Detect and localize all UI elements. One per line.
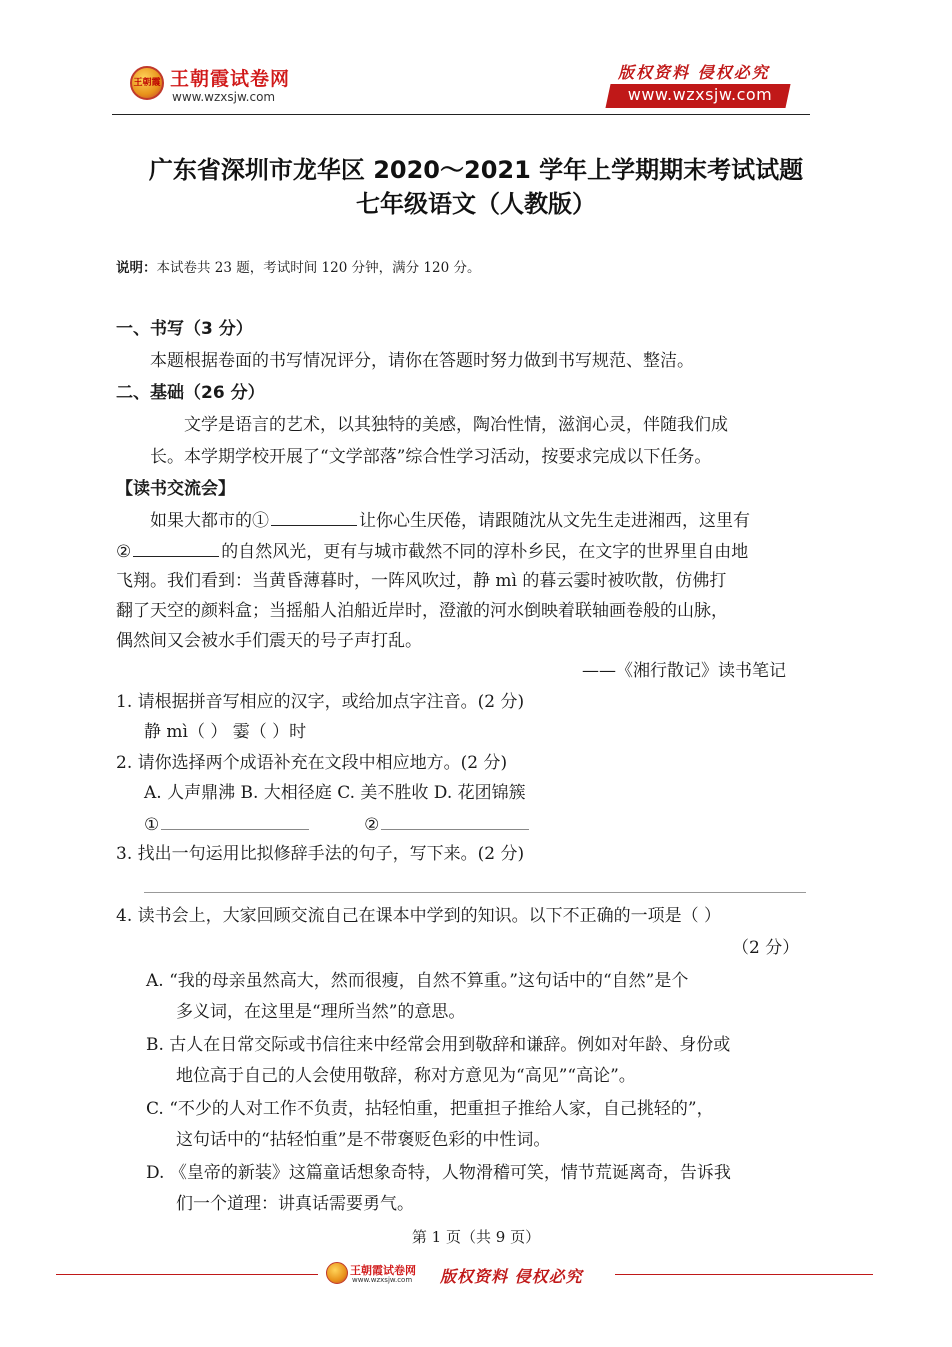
section-writing-text: 本题根据卷面的书写情况评分，请你在答题时努力做到书写规范、整洁。: [150, 351, 694, 371]
footer-rule-left: [56, 1274, 318, 1275]
passage-line-2: [116, 540, 748, 563]
site-logo-icon: 王朝霞: [130, 66, 164, 100]
option-c-line-1: C. “不少的人对工作不负责，拈轻怕重，把重担子推给人家，自己挑轻的”，: [146, 1099, 714, 1119]
page-number: 第 1 页（共 9 页）: [411, 1228, 541, 1246]
exam-subtitle: 七年级语文（人教版）: [356, 190, 596, 218]
passage-line-1b: 让你心生厌倦，请跟随沈从文先生走进湘西，这里有: [359, 511, 750, 531]
option-c-line-2: 这句话中的“拈轻怕重”是不带褒贬色彩的中性词。: [176, 1130, 551, 1150]
option-d-line-2: 们一个道理：讲真话需要勇气。: [176, 1194, 414, 1214]
footer-site-url: www.wzxsjw.com: [352, 1276, 413, 1284]
option-a-line-2: 多义词，在这里是“理所当然”的意思。: [176, 1002, 466, 1022]
site-url: www.wzxsjw.com: [172, 90, 276, 104]
blank-2: [133, 540, 219, 557]
copyright-notice: 版权资料 侵权必究: [618, 63, 770, 82]
option-a-line-1: A. “我的母亲虽然高大，然而很瘦，自然不算重。”这句话中的“自然”是个: [146, 971, 689, 991]
question-4: 4. 读书会上，大家回顾交流自己在课本中学到的知识。以下不正确的一项是（ ）: [116, 906, 722, 926]
intro-line-2: 长。本学期学校开展了“文学部落”综合性学习活动，按要求完成以下任务。: [150, 447, 712, 467]
footer-logo-icon: [326, 1262, 348, 1284]
passage-line-5: 偶然间又会被水手们震天的号子声打乱。: [116, 631, 422, 651]
question-2-options: A. 人声鼎沸 B. 大相径庭 C. 美不胜收 D. 花团锦簇: [144, 783, 526, 803]
option-d-line-1: D. 《皇帝的新装》这篇童话想象奇特，人物滑稽可笑，情节荒诞离奇，告诉我: [146, 1163, 731, 1183]
question-3: 3. 找出一句运用比拟修辞手法的句子，写下来。(2 分): [116, 844, 525, 864]
passage-line-4: 翻了天空的颜料盒；当摇船人泊船近岸时，澄澈的河水倒映着联轴画卷般的山脉，: [116, 601, 728, 621]
passage-source: ——《湘行散记》读书笔记: [582, 661, 786, 681]
question-2: 2. 请你选择两个成语补充在文段中相应地方。(2 分): [116, 753, 508, 773]
intro-line-1: 文学是语言的艺术，以其独特的美感，陶冶性情，滋润心灵，伴随我们成: [184, 415, 728, 435]
passage-line-2a: ②: [116, 542, 132, 562]
site-name: 王朝霞试卷网: [170, 68, 291, 90]
option-b-line-1: B. 古人在日常交际或书信往来中经常会用到敬辞和谦辞。例如对年龄、身份或: [146, 1035, 731, 1055]
question-4-score: （2 分）: [732, 938, 800, 958]
header-divider: [112, 114, 810, 115]
section-writing-heading: 一、书写（3 分）: [116, 319, 253, 339]
passage-line-3: 飞翔。我们看到：当黄昏薄暮时，一阵风吹过，静 mì 的暮云霎时被吹散，仿佛打: [116, 571, 727, 591]
q2-blank-2-label: ②: [364, 815, 380, 835]
question-1: 1. 请根据拼音写相应的汉字，或给加点字注音。(2 分): [116, 692, 525, 712]
footer-site-name: 王朝霞试卷网: [350, 1264, 416, 1277]
option-b-line-2: 地位高于自己的人会使用敬辞，称对方意见为“高见”“高论”。: [176, 1066, 636, 1086]
q2-answer-blank-1: [161, 813, 309, 830]
section-basics-heading: 二、基础（26 分）: [116, 383, 265, 403]
banner-url: www.wzxsjw.com: [627, 85, 773, 104]
exam-title: 广东省深圳市龙华区 2020～2021 学年上学期期末考试试题: [148, 156, 804, 184]
question-1-items: 静 mì（ ） 霎（ ）时: [144, 722, 307, 742]
footer-rule-right: [615, 1274, 873, 1275]
note-label: 说明：: [116, 260, 157, 276]
passage-line-1: [150, 509, 750, 532]
reading-club-heading: 【读书交流会】: [116, 479, 235, 499]
exam-note: [116, 256, 480, 276]
passage-line-2b: 的自然风光，更有与城市截然不同的淳朴乡民，在文字的世界里自由地: [221, 542, 749, 562]
blank-1: [271, 509, 357, 526]
q3-answer-line: [144, 892, 806, 893]
q2-answer-blank-2: [381, 813, 529, 830]
footer-copyright: 版权资料 侵权必究: [440, 1267, 583, 1286]
question-2-blanks: [144, 813, 529, 836]
passage-line-1a: 如果大都市的①: [150, 511, 269, 531]
note-text: 本试卷共 23 题，考试时间 120 分钟，满分 120 分。: [156, 260, 481, 276]
q2-blank-1-label: ①: [144, 815, 160, 835]
